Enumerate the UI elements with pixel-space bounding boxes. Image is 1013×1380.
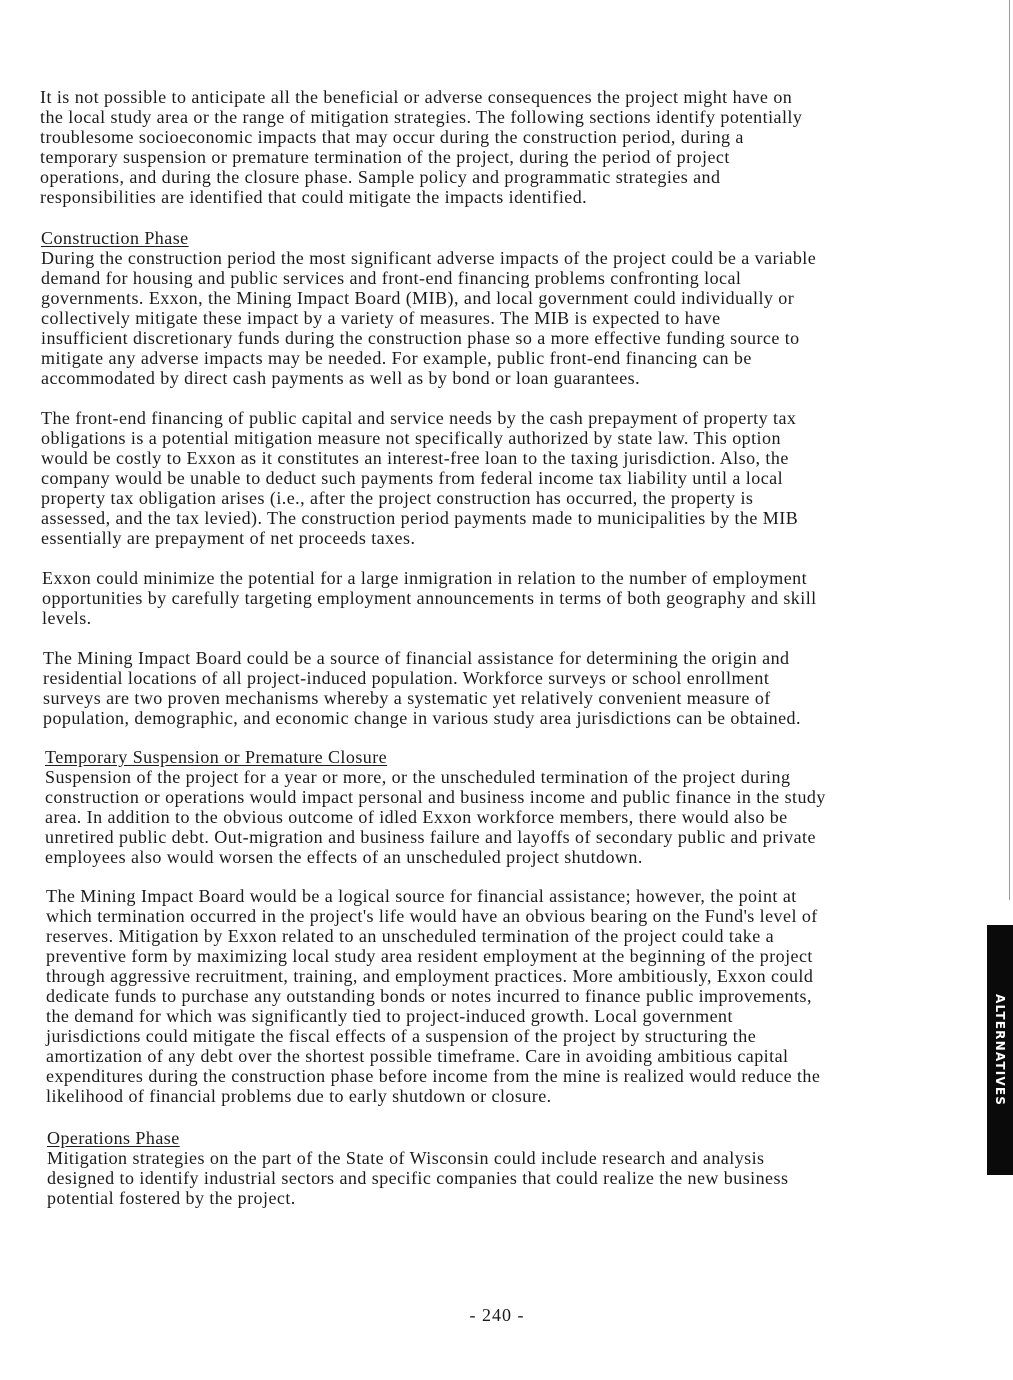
paragraph-financial-assistance <box>46 886 820 1106</box>
text-line: the local study area or the range of mitigation strategies. The following sections identify potentially <box>40 107 803 127</box>
text-line: assessed, and the tax levied). The construction period payments made to municipalities by the MIB <box>41 508 799 528</box>
text-line: governments. Exxon, the Mining Impact Board (MIB), and local government could individually or <box>41 288 795 308</box>
text-line: operations, and during the closure phase. Sample policy and programmatic strategies and <box>40 167 721 187</box>
section-heading-construction: Construction Phase <box>41 228 189 248</box>
text-line: It is not possible to anticipate all the beneficial or adverse consequences the project might have on <box>40 87 793 107</box>
text-line: the demand for which was significantly tied to project-induced growth. Local government <box>46 1006 733 1026</box>
section-heading-operations: Operations Phase <box>47 1128 180 1148</box>
text-line: residential locations of all project-induced population. Workforce surveys or school enrollment <box>43 668 770 688</box>
text-line: temporary suspension or premature termination of the project, during the period of project <box>40 147 730 167</box>
text-line: The Mining Impact Board would be a logical source for financial assistance; however, the point at <box>46 886 797 906</box>
text-line: dedicate funds to purchase any outstanding bonds or notes incurred to finance public improvements, <box>46 986 812 1006</box>
suspension-section <box>45 747 826 867</box>
text-line: levels. <box>42 608 92 628</box>
text-line: essentially are prepayment of net proceeds taxes. <box>41 528 416 548</box>
text-line: Exxon could minimize the potential for a large inmigration in relation to the number of employment <box>42 568 808 588</box>
text-line: preventive form by maximizing local study area resident employment at the beginning of the project <box>46 946 813 966</box>
text-line: through aggressive recruitment, training, and employment practices. More ambitiously, Exxon could <box>46 966 814 986</box>
text-line: insufficient discretionary funds during the construction phase so a more effective funding source to <box>41 328 800 348</box>
text-line: Mitigation strategies on the part of the State of Wisconsin could include research and analysis <box>47 1148 765 1168</box>
text-line: opportunities by carefully targeting employment announcements in terms of both geography and skill <box>42 588 817 608</box>
text-line: collectively mitigate these impact by a variety of measures. The MIB is expected to have <box>41 308 721 328</box>
text-line: accommodated by direct cash payments as well as by bond or loan guarantees. <box>41 368 641 388</box>
text-line: Suspension of the project for a year or more, or the unscheduled termination of the project during <box>45 767 791 787</box>
text-line: area. In addition to the obvious outcome of idled Exxon workforce members, there would also be <box>45 807 788 827</box>
page-number: - 240 - <box>469 1305 525 1325</box>
construction-section <box>41 228 816 388</box>
scan-edge-divider <box>1009 0 1010 900</box>
paragraph-inmigration <box>42 568 817 628</box>
paragraph-front-end-financing <box>41 408 798 548</box>
text-line: would be costly to Exxon as it constitutes an interest-free loan to the taxing jurisdiction. Also, the <box>41 448 789 468</box>
text-line: troublesome socioeconomic impacts that may occur during the construction period, during a <box>40 127 744 147</box>
text-line: mitigate any adverse impacts may be needed. For example, public front-end financing can be <box>41 348 752 368</box>
text-line: The front-end financing of public capital and service needs by the cash prepayment of property tax <box>41 408 797 428</box>
section-heading-suspension: Temporary Suspension or Premature Closure <box>45 747 388 767</box>
text-line: likelihood of financial problems due to early shutdown or closure. <box>46 1086 552 1106</box>
text-line: unretired public debt. Out-migration and business failure and layoffs of secondary public and private <box>45 827 816 847</box>
text-line: jurisdictions could mitigate the fiscal effects of a suspension of the project by structuring the <box>46 1026 757 1046</box>
section-side-tab <box>987 925 1013 1175</box>
text-line: potential fostered by the project. <box>47 1188 296 1208</box>
paragraph-mining-impact-board <box>43 648 801 728</box>
text-line: population, demographic, and economic change in various study area jurisdictions can be obtained. <box>43 708 801 728</box>
text-line: The Mining Impact Board could be a source of financial assistance for determining the origin and <box>43 648 790 668</box>
text-line: which termination occurred in the project's life would have an obvious bearing on the Fund's level of <box>46 906 818 926</box>
text-line: amortization of any debt over the shortest possible timeframe. Care in avoiding ambitious capital <box>46 1046 789 1066</box>
text-line: demand for housing and public services and front-end financing problems confronting local <box>41 268 742 288</box>
operations-section <box>47 1128 788 1208</box>
text-line: surveys are two proven mechanisms whereby a systematic yet relatively convenient measure of <box>43 688 771 708</box>
text-line: property tax obligation arises (i.e., after the project construction has occurred, the property is <box>41 488 754 508</box>
text-line: designed to identify industrial sectors and specific companies that could realize the new business <box>47 1168 789 1188</box>
text-line: reserves. Mitigation by Exxon related to an unscheduled termination of the project could take a <box>46 926 775 946</box>
text-line: company would be unable to deduct such payments from federal income tax liability until a local <box>41 468 784 488</box>
text-line: employees also would worsen the effects of an unscheduled project shutdown. <box>45 847 643 867</box>
side-tab-label: ALTERNATIVES <box>993 993 1007 1107</box>
text-line: During the construction period the most significant adverse impacts of the project could be a variable <box>41 248 817 268</box>
text-line: obligations is a potential mitigation measure not specifically authorized by state law. This option <box>41 428 781 448</box>
text-line: responsibilities are identified that could mitigate the impacts identified. <box>40 187 588 207</box>
intro-paragraph <box>40 87 802 207</box>
text-line: expenditures during the construction phase before income from the mine is realized would reduce the <box>46 1066 821 1086</box>
text-line: construction or operations would impact personal and business income and public finance in the study <box>45 787 826 807</box>
